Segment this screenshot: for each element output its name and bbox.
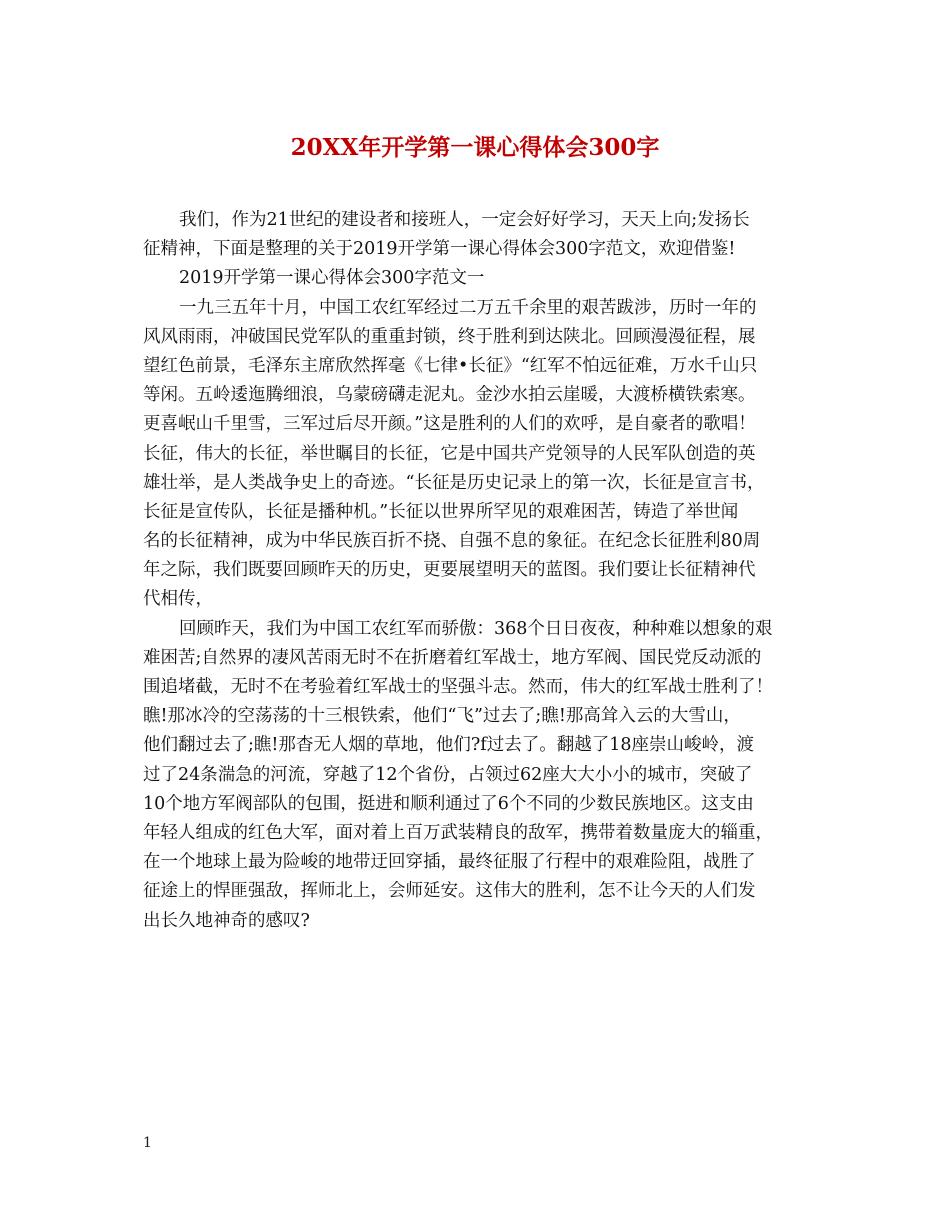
paragraph-line: 代相传， [143,589,213,610]
paragraph-line: 瞧!那冰冷的空荡荡的十三根铁索，他们“飞”过去了;瞧!那高耸入云的大雪山， [143,706,741,727]
paragraph-line: 一九三五年十月，中国工农红军经过二万五千余里的艰苦跋涉，历时一年的 [179,297,757,318]
paragraph-line: 过了24条湍急的河流，穿越了12个省份，占领过62座大大小小的城市，突破了 [143,764,753,785]
paragraph-line: 长征，伟大的长征，举世瞩目的长征，它是中国共产党领导的人民军队创造的英 [143,443,756,464]
paragraph-line: 围追堵截，无时不在考验着红军战士的坚强斗志。然而，伟大的红军战士胜利了！ [143,677,773,697]
paragraph-line: 他们翻过去了;瞧!那杳无人烟的草地，他们?f过去了。翻越了18座崇山峻岭，渡 [143,735,755,756]
paragraph-line: 难困苦;自然界的凄风苦雨无时不在折磨着红军战士，地方军阀、国民党反动派的 [143,647,762,668]
paragraph-line: 雄壮举，是人类战争史上的奇迹。“长征是历史记录上的第一次，长征是宣言书， [143,472,765,493]
paragraph-line: 出长久地神奇的感叹? [143,910,310,931]
paragraph-line: 长征是宣传队，长征是播种机。”长征以世界所罕见的艰难困苦，铸造了举世闻 [143,501,739,522]
paragraph-line: 年之际，我们既要回顾昨天的历史，更要展望明天的蓝图。我们要让长征精神代 [143,560,756,581]
paragraph-line: 我们，作为21世纪的建设者和接班人，一定会好好学习，天天上向;发扬长 [179,210,750,230]
section-heading: 2019开学第一课心得体会300字范文一 [179,268,485,289]
paragraph-line: 更喜岷山千里雪，三军过后尽开颜。”这是胜利的人们的欢呼，是自豪者的歌唱！ [143,414,756,435]
paragraph-line: 在一个地球上最为险峻的地带迂回穿插，最终征服了行程中的艰难险阻，战胜了 [143,852,756,873]
paragraph-line: 10个地方军阀部队的包围，挺进和顺利通过了6个不同的少数民族地区。这支由 [143,793,754,814]
paragraph-line: 回顾昨天，我们为中国工农红军而骄傲：368个日日夜夜，种种难以想象的艰 [179,618,773,639]
paragraph-line: 征精神，下面是整理的关于2019开学第一课心得体会300字范文，欢迎借鉴! [143,239,736,260]
paragraph-line: 征途上的悍匪强敌，挥师北上，会师延安。这伟大的胜利，怎不让今天的人们发 [143,881,756,902]
page-number: 1 [143,1135,152,1151]
paragraph-line: 名的长征精神，成为中华民族百折不挠、自强不息的象征。在纪念长征胜利80周 [143,531,761,552]
paragraph-line: 望红色前景，毛泽东主席欣然挥毫《七律•长征》“红军不怕远征难，万水千山只 [143,355,758,376]
document-body [143,206,811,936]
paragraph-line: 风风雨雨，冲破国民党军队的重重封锁，终于胜利到达陕北。回顾漫漫征程，展 [143,326,756,347]
document-title: 20XX年开学第一课心得体会300字 [290,134,660,161]
paragraph-line: 等闲。五岭逶迤腾细浪，乌蒙磅礴走泥丸。金沙水拍云崖暖，大渡桥横铁索寒。 [143,385,756,406]
paragraph-line: 年轻人组成的红色大军，面对着上百万武装精良的敌军，携带着数量庞大的辎重， [143,822,773,843]
